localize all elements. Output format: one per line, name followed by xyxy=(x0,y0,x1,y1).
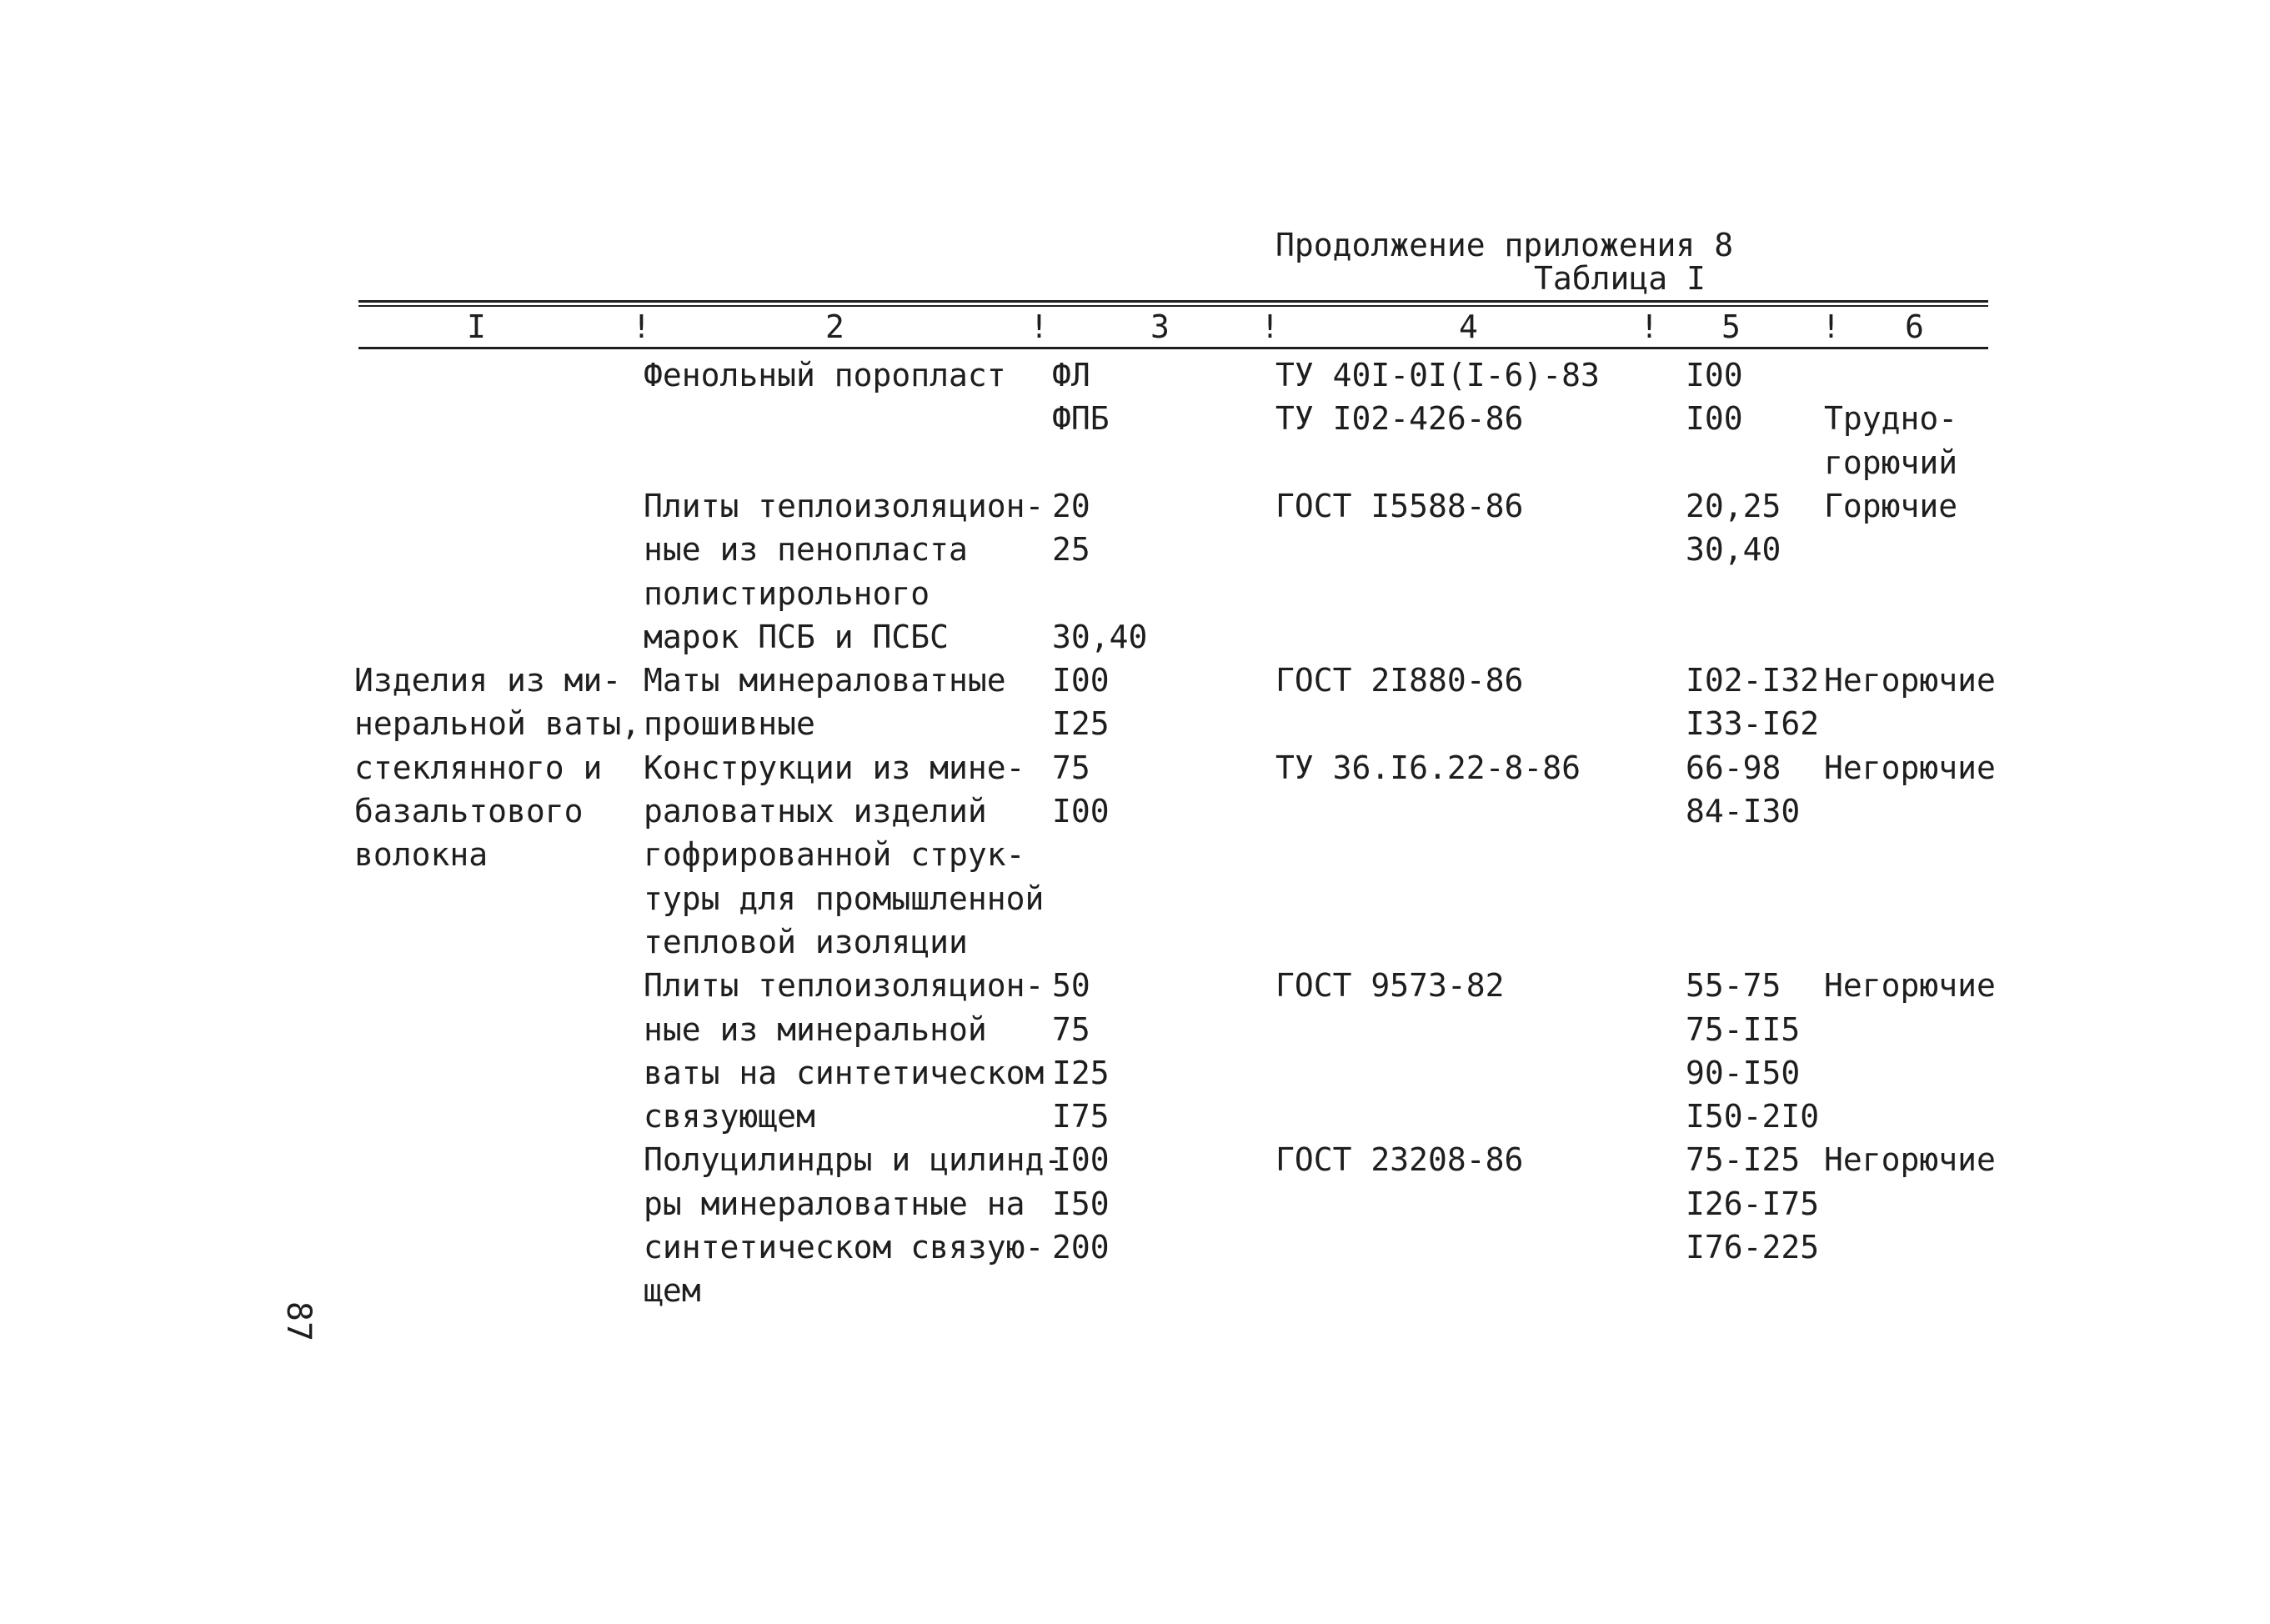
header-top-rule-2 xyxy=(358,305,1988,307)
material-cell: ры минераловатные на xyxy=(644,1185,1025,1222)
material-cell: полистирольного xyxy=(644,575,930,612)
material-cell: Плиты теплоизоляцион- xyxy=(644,488,1045,524)
flammability-cell: Негорючие xyxy=(1824,967,1996,1004)
density-range-cell: I76-225 xyxy=(1686,1229,1820,1266)
material-cell: ные из пенопласта xyxy=(644,531,968,568)
material-cell: Маты минераловатные xyxy=(644,662,1006,699)
column-header-3: 3 xyxy=(1150,308,1170,345)
flammability-cell: горючий xyxy=(1824,444,1958,481)
density-cell: ФПБ xyxy=(1052,400,1110,437)
material-cell: раловатных изделий xyxy=(644,793,987,830)
density-range-cell: 20,25 xyxy=(1686,488,1781,524)
material-cell: туры для промышленной xyxy=(644,880,1045,917)
column-separator: ! xyxy=(1640,308,1659,345)
standard-cell: ГОСТ I5588-86 xyxy=(1275,488,1524,524)
density-cell: 75 xyxy=(1052,1011,1090,1048)
standard-cell: ГОСТ 2I880-86 xyxy=(1275,662,1524,699)
density-cell: I50 xyxy=(1052,1185,1110,1222)
group-cell: неральной ваты, xyxy=(354,705,641,742)
density-range-cell: 30,40 xyxy=(1686,531,1781,568)
density-cell: I25 xyxy=(1052,705,1110,742)
density-range-cell: I02-I32 xyxy=(1686,662,1820,699)
column-header-2: 2 xyxy=(825,308,844,345)
material-cell: ные из минеральной xyxy=(644,1011,987,1048)
material-cell: синтетическом связую- xyxy=(644,1229,1045,1266)
density-cell: 200 xyxy=(1052,1229,1110,1266)
material-cell: Фенольный поропласт xyxy=(644,357,1006,393)
density-cell: I25 xyxy=(1052,1055,1110,1091)
column-separator: ! xyxy=(1260,308,1280,345)
material-cell: марок ПСБ и ПСБС xyxy=(644,619,950,655)
header-top-rule xyxy=(358,300,1988,303)
flammability-cell: Негорючие xyxy=(1824,749,1996,786)
column-header-6: 6 xyxy=(1905,308,1924,345)
density-range-cell: 90-I50 xyxy=(1686,1055,1801,1091)
flammability-cell: Негорючие xyxy=(1824,662,1996,699)
density-range-cell: I50-2I0 xyxy=(1686,1098,1820,1135)
density-cell: 20 xyxy=(1052,488,1090,524)
material-cell: прошивные xyxy=(644,705,815,742)
density-range-cell: 84-I30 xyxy=(1686,793,1801,830)
column-header-1: I xyxy=(467,308,486,345)
material-cell: связующем xyxy=(644,1098,815,1135)
flammability-cell: Горючие xyxy=(1824,488,1958,524)
density-cell: 30,40 xyxy=(1052,619,1148,655)
density-range-cell: 75-I25 xyxy=(1686,1141,1801,1178)
flammability-cell: Трудно- xyxy=(1824,400,1958,437)
standard-cell: ТУ 36.I6.22-8-86 xyxy=(1275,749,1581,786)
material-cell: Конструкции из мине- xyxy=(644,749,1025,786)
standard-cell: ГОСТ 9573-82 xyxy=(1275,967,1505,1004)
material-cell: Полуцилиндры и цилинд- xyxy=(644,1141,1064,1178)
density-cell: I75 xyxy=(1052,1098,1110,1135)
material-cell: тепловой изоляции xyxy=(644,924,968,960)
density-cell: 25 xyxy=(1052,531,1090,568)
density-range-cell: I26-I75 xyxy=(1686,1185,1820,1222)
standard-cell: ТУ I02-426-86 xyxy=(1275,400,1524,437)
density-range-cell: 66-98 xyxy=(1686,749,1781,786)
density-cell: 50 xyxy=(1052,967,1090,1004)
column-header-4: 4 xyxy=(1459,308,1478,345)
column-header-5: 5 xyxy=(1721,308,1741,345)
header-bottom-rule xyxy=(358,347,1988,349)
column-separator: ! xyxy=(632,308,651,345)
density-range-cell: 75-II5 xyxy=(1686,1011,1801,1048)
group-cell: базальтового xyxy=(354,793,584,830)
standard-cell: ТУ 40I-0I(I-6)-83 xyxy=(1275,357,1600,393)
density-range-cell: I00 xyxy=(1686,400,1743,437)
density-cell: I00 xyxy=(1052,793,1110,830)
page-number: 87 xyxy=(279,1301,318,1342)
material-cell: ваты на синтетическом xyxy=(644,1055,1045,1091)
group-cell: волокна xyxy=(354,836,489,873)
table-title: Таблица I xyxy=(1534,260,1706,297)
density-cell: I00 xyxy=(1052,1141,1110,1178)
continuation-heading: Продолжение приложения 8 xyxy=(1275,227,1734,263)
density-cell: I00 xyxy=(1052,662,1110,699)
density-cell: 75 xyxy=(1052,749,1090,786)
flammability-cell: Негорючие xyxy=(1824,1141,1996,1178)
standard-cell: ГОСТ 23208-86 xyxy=(1275,1141,1524,1178)
density-range-cell: 55-75 xyxy=(1686,967,1781,1004)
material-cell: щем xyxy=(644,1272,701,1309)
density-cell: ФЛ xyxy=(1052,357,1090,393)
density-range-cell: I00 xyxy=(1686,357,1743,393)
material-cell: гофрированной струк- xyxy=(644,836,1025,873)
column-separator: ! xyxy=(1030,308,1049,345)
column-separator: ! xyxy=(1822,308,1841,345)
group-cell: стеклянного и xyxy=(354,749,603,786)
group-cell: Изделия из ми- xyxy=(354,662,622,699)
density-range-cell: I33-I62 xyxy=(1686,705,1820,742)
material-cell: Плиты теплоизоляцион- xyxy=(644,967,1045,1004)
